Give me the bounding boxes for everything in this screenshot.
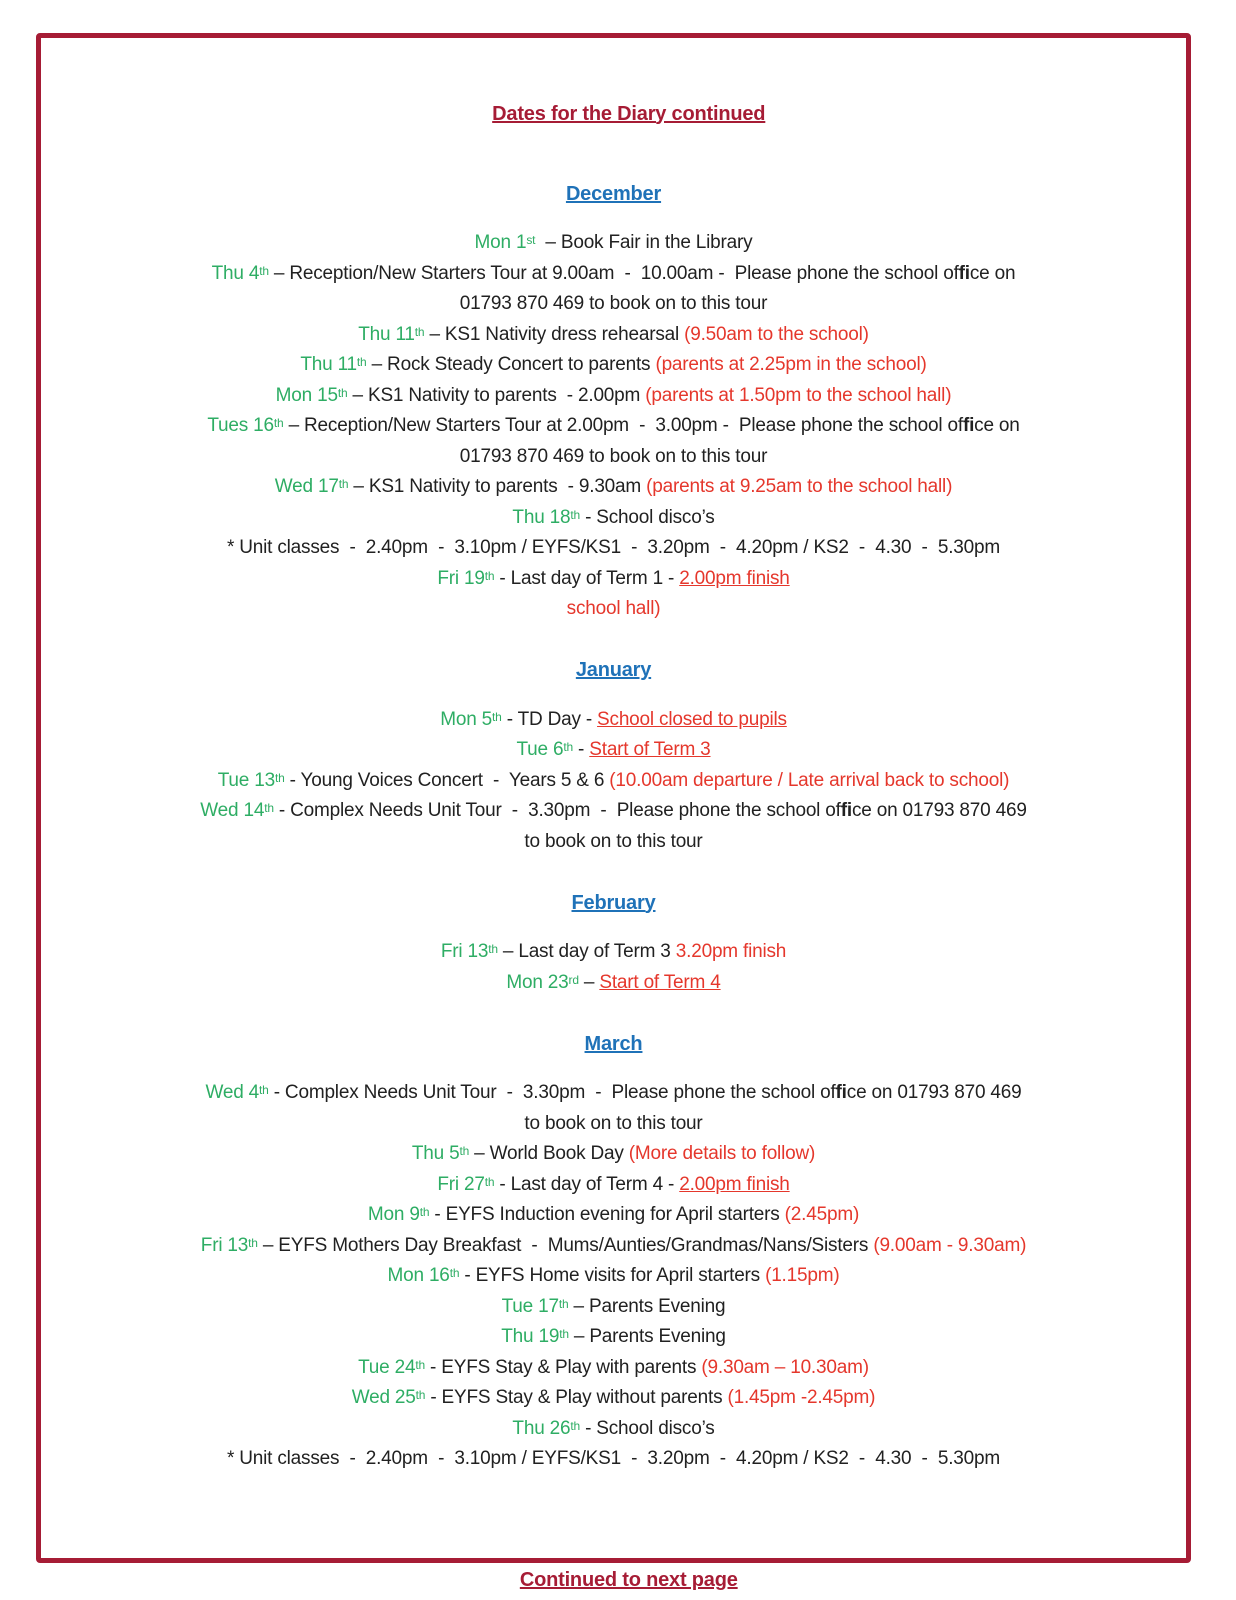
diary-line-segment: ce on 01793 870 469 — [851, 800, 1027, 821]
diary-line-segment: – KS1 Nativity dress rehearsal — [424, 323, 685, 345]
page-title — [46, 68, 1181, 161]
diary-line-segment: th — [570, 507, 580, 522]
diary-line-segment: Wed 14 — [200, 800, 265, 821]
diary-line-segment: Thu 4 — [211, 262, 260, 284]
diary-line-segment: – KS1 Nativity to parents - 2.00pm — [347, 384, 646, 406]
diary-line — [46, 259, 1181, 290]
diary-line — [46, 320, 1181, 351]
diary-line-segment: Start of Term 4 — [599, 971, 721, 993]
diary-line-segment: – Reception/New Starters Tour at 2.00pm - 3.00pm - Please phone the school of — [283, 415, 963, 436]
diary-line-segment: (2.45pm) — [784, 1204, 860, 1225]
diary-line-segment: th — [484, 568, 495, 583]
diary-line-segment: th — [559, 1327, 569, 1341]
diary-line-segment: fi — [835, 1082, 847, 1103]
diary-line-segment: - EYFS Stay & Play with parents — [424, 1356, 702, 1378]
diary-line-segment: Wed 25 — [351, 1387, 416, 1408]
diary-line-segment: th — [449, 1266, 460, 1280]
diary-line-segment: th — [459, 1144, 470, 1158]
diary-line-segment: – Parents Evening — [568, 1295, 726, 1317]
diary-line-segment: Start of Term 3 — [589, 739, 711, 760]
diary-line — [46, 381, 1181, 412]
section-heading-march — [46, 1029, 1181, 1061]
page-title-text: Dates for the Diary continued — [492, 102, 766, 125]
diary-line-segment: th — [259, 1083, 269, 1097]
diary-line-segment: (parents at 9.25am to the school hall) — [646, 476, 953, 497]
diary-line-segment: 3.20pm finish — [675, 941, 787, 962]
diary-line-segment: rd — [568, 972, 579, 987]
diary-line-segment: – — [578, 971, 600, 993]
diary-line-segment: Fri 13 — [200, 1234, 249, 1256]
diary-line-segment: Thu 18 — [512, 506, 571, 528]
section-heading-january — [46, 655, 1181, 687]
page-footer-text: Continued to next page — [519, 1569, 738, 1591]
diary-line-segment: 2.00pm finish — [679, 1173, 790, 1195]
section-heading-february — [46, 888, 1181, 920]
diary-line — [46, 1200, 1181, 1231]
diary-line-segment: th — [264, 801, 274, 815]
diary-line — [46, 968, 1181, 999]
diary-line-segment: – EYFS Mothers Day Breakfast - Mums/Aunties/Grandmas/Nans/Sisters — [257, 1234, 874, 1256]
diary-line-segment: th — [484, 1174, 495, 1189]
diary-line-segment: Wed 17 — [274, 476, 339, 497]
diary-line — [46, 564, 1181, 595]
diary-line-segment: (9.00am - 9.30am) — [873, 1234, 1027, 1256]
diary-line-segment: th — [563, 740, 573, 754]
diary-line-segment: (1.15pm) — [765, 1265, 840, 1286]
diary-line-segment: to book on to this tour — [524, 830, 703, 852]
diary-line-segment: - School disco’s — [579, 1417, 715, 1439]
diary-line-segment: Mon 5 — [440, 708, 493, 730]
sections — [46, 179, 1181, 1475]
diary-line-segment: fi — [958, 262, 970, 284]
diary-line-segment: – Parents Evening — [568, 1326, 726, 1347]
diary-line-segment: Tues 16 — [207, 415, 274, 436]
diary-line — [46, 1414, 1181, 1445]
diary-line-segment: - Last day of Term 1 - — [494, 567, 680, 589]
diary-line — [46, 1109, 1181, 1140]
diary-line-segment: – Book Fair in the Library — [535, 232, 753, 253]
diary-line — [46, 1383, 1181, 1414]
diary-line-segment: th — [248, 1235, 258, 1250]
diary-line-segment: (9.50am to the school) — [684, 323, 869, 345]
section-heading-text: February — [571, 891, 656, 914]
diary-line — [46, 533, 1181, 564]
diary-line-segment: th — [356, 355, 367, 369]
diary-line — [46, 937, 1181, 968]
diary-line — [46, 766, 1181, 797]
diary-line-segment: - TD Day - — [501, 708, 598, 730]
diary-line-segment: Fri 19 — [437, 567, 485, 589]
page-footer — [46, 1535, 1181, 1600]
diary-line-segment: (1.45pm -2.45pm) — [727, 1387, 876, 1408]
diary-line — [46, 1322, 1181, 1353]
diary-line — [46, 289, 1181, 320]
diary-line-segment: – World Book Day — [469, 1143, 629, 1164]
diary-line-segment: Thu 5 — [411, 1143, 460, 1164]
section-heading-text: March — [584, 1032, 643, 1055]
diary-line-segment: - School disco’s — [579, 506, 715, 528]
diary-line-segment: School closed to pupils — [597, 708, 787, 730]
diary-line-segment: st — [526, 233, 536, 247]
diary-line-segment: – Rock Steady Concert to parents — [366, 354, 656, 375]
diary-line — [46, 1139, 1181, 1170]
diary-line-segment: - Young Voices Concert - Years 5 & 6 — [284, 769, 610, 791]
diary-line-segment: Tue 17 — [501, 1295, 559, 1317]
diary-line — [46, 735, 1181, 766]
section-heading-december — [46, 179, 1181, 211]
diary-line-segment: th — [419, 1205, 430, 1219]
diary-line-segment: Fri 13 — [440, 941, 489, 962]
diary-line-segment: – Last day of Term 3 — [497, 941, 676, 962]
diary-line-segment: th — [570, 1418, 580, 1433]
diary-line-segment: th — [558, 1296, 569, 1311]
diary-line-segment: school hall) — [566, 598, 661, 619]
diary-line — [46, 350, 1181, 381]
diary-line-segment: Mon 16 — [387, 1265, 450, 1286]
diary-line-segment: * Unit classes - 2.40pm - 3.10pm / EYFS/KS1 - 3.20pm - 4.20pm / KS2 - 4.30 - 5.30pm — [227, 1448, 1000, 1469]
diary-line-segment: - Complex Needs Unit Tour - 3.30pm - Please phone the school of — [268, 1082, 836, 1103]
diary-line — [46, 503, 1181, 534]
diary-line — [46, 411, 1181, 442]
diary-line-segment: - Complex Needs Unit Tour - 3.30pm - Please phone the school of — [273, 800, 841, 821]
diary-line-segment: 2.00pm finish — [679, 567, 790, 589]
diary-line — [46, 1231, 1181, 1262]
diary-line — [46, 1444, 1181, 1475]
diary-line-segment: Thu 11 — [358, 323, 415, 345]
diary-line-segment: ce on 01793 870 469 — [846, 1082, 1022, 1103]
section-heading-text: January — [575, 659, 652, 681]
diary-line-segment: th — [492, 709, 502, 724]
diary-line-segment: (parents at 1.50pm to the school hall) — [645, 384, 952, 406]
diary-line-segment: (9.30am – 10.30am) — [701, 1356, 869, 1378]
diary-line-segment: – KS1 Nativity to parents - 9.30am — [348, 476, 647, 497]
diary-line — [46, 472, 1181, 503]
diary-line-segment: Mon 1 — [474, 232, 527, 253]
diary-line — [46, 1261, 1181, 1292]
diary-line — [46, 594, 1181, 625]
diary-line-segment: Thu 19 — [501, 1326, 560, 1347]
diary-line-segment: th — [337, 385, 348, 400]
diary-line — [46, 827, 1181, 858]
diary-line-segment: th — [259, 263, 269, 278]
diary-line-segment: fi — [840, 800, 852, 821]
diary-line-segment: Mon 23 — [506, 971, 569, 993]
diary-line-segment: - EYFS Home visits for April starters — [459, 1265, 766, 1286]
diary-line-segment: Thu 26 — [512, 1417, 571, 1439]
diary-line-segment: Thu 11 — [300, 354, 357, 375]
diary-line — [46, 1170, 1181, 1201]
diary-line-segment: ce on — [969, 262, 1016, 284]
diary-line-segment: - EYFS Stay & Play without parents — [425, 1387, 728, 1408]
page-content — [46, 38, 1181, 1600]
diary-line-segment: (More details to follow) — [628, 1143, 816, 1164]
diary-line-segment: ce on — [974, 415, 1020, 436]
diary-line — [46, 796, 1181, 827]
diary-line-segment: - — [572, 739, 590, 760]
diary-line-segment: (parents at 2.25pm in the school) — [655, 354, 927, 375]
diary-line-segment: – Reception/New Starters Tour at 9.00am - 10.00am - Please phone the school of — [268, 262, 959, 284]
diary-line — [46, 1078, 1181, 1109]
section-heading-text: December — [565, 182, 662, 205]
diary-line — [46, 1292, 1181, 1323]
diary-line-segment: to book on to this tour — [524, 1112, 703, 1134]
diary-line-segment: th — [415, 1357, 425, 1372]
diary-line-segment: fi — [962, 415, 975, 436]
diary-line-segment: Wed 4 — [205, 1082, 260, 1103]
diary-line-segment: Tue 24 — [358, 1356, 416, 1378]
diary-line-segment: th — [273, 416, 284, 430]
diary-line — [46, 1353, 1181, 1384]
diary-line-segment: th — [414, 324, 425, 339]
diary-line-segment: th — [274, 770, 285, 785]
diary-line-segment: - EYFS Induction evening for April starters — [429, 1204, 785, 1225]
diary-line-segment: Mon 15 — [275, 384, 338, 406]
diary-line-segment: th — [415, 1388, 426, 1402]
diary-line — [46, 442, 1181, 473]
diary-line-segment: Tue 6 — [516, 739, 564, 760]
diary-line-segment: Mon 9 — [367, 1204, 420, 1225]
diary-line-segment: - Last day of Term 4 - — [494, 1173, 680, 1195]
diary-line-segment: * Unit classes - 2.40pm - 3.10pm / EYFS/KS1 - 3.20pm - 4.20pm / KS2 - 4.30 - 5.30pm — [227, 537, 1000, 558]
diary-line-segment: 01793 870 469 to book on to this tour — [459, 445, 768, 467]
diary-line-segment: th — [338, 477, 349, 491]
diary-line-segment: th — [488, 942, 498, 956]
diary-line-segment: Tue 13 — [217, 769, 275, 791]
diary-line-segment: Fri 27 — [437, 1173, 485, 1195]
diary-line-segment: (10.00am departure / Late arrival back to school) — [609, 769, 1010, 791]
diary-line-segment: 01793 870 469 to book on to this tour — [459, 293, 768, 314]
diary-line — [46, 705, 1181, 736]
diary-line — [46, 228, 1181, 259]
